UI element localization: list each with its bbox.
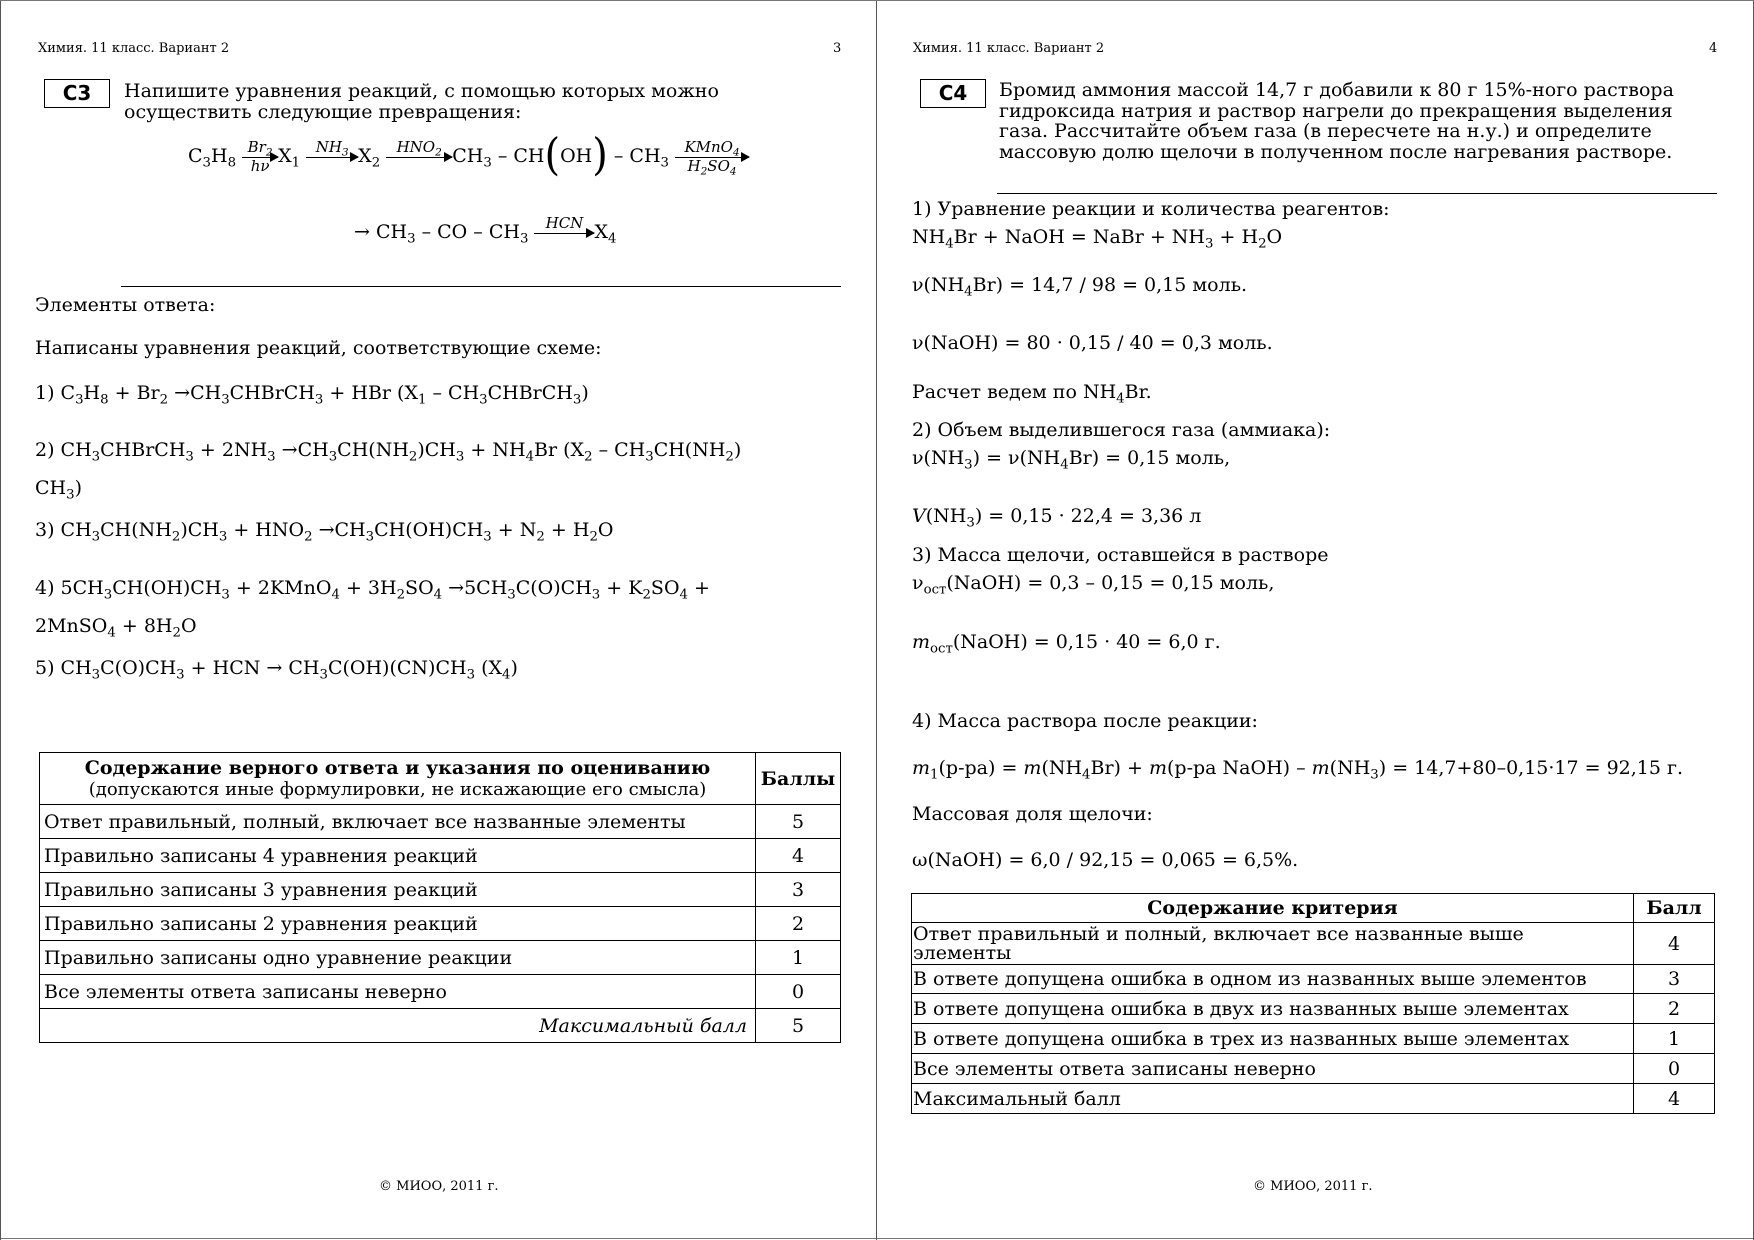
solution-step3-m: $m_{ост}(NaOH) = 0,15 \cdot 40 = 6,0$ г. bbox=[912, 631, 1221, 657]
reaction-2-line1: 2) $CH_3CHBrCH_3 + 2NH_3 \to CH_3CH(NH_2)CH_3 + NH_4Br$ ($X_2 - CH_3CH(NH_2)$ bbox=[35, 439, 742, 465]
table-cell-text: Правильно записаны 2 уравнения реакций bbox=[40, 907, 756, 941]
table-cell-text: Максимальный балл bbox=[912, 1084, 1634, 1114]
table-cell-text: Правильно записаны 3 уравнения реакций bbox=[40, 873, 756, 907]
table-cell-text: Все элементы ответа записаны неверно bbox=[40, 975, 756, 1009]
reaction-scheme-line1 bbox=[188, 129, 749, 180]
question-label: С3 bbox=[44, 79, 110, 108]
table-row bbox=[40, 941, 841, 975]
arrow-nh3: $NH_3$ bbox=[306, 139, 358, 174]
grading-table bbox=[39, 752, 841, 1043]
table-header-row bbox=[912, 894, 1715, 923]
table-row bbox=[912, 965, 1715, 994]
table-row bbox=[40, 805, 841, 839]
table-cell-score: 0 bbox=[1634, 1054, 1715, 1084]
solution-mass-fraction-title: Массовая доля щелочи: bbox=[912, 803, 1153, 825]
solution-step1-calc-basis: Расчет ведем по $NH_4Br$. bbox=[912, 381, 1152, 407]
table-cell-text: Правильно записаны 4 уравнения реакций bbox=[40, 839, 756, 873]
formula-x2: $X_2$ bbox=[358, 144, 381, 171]
question-text bbox=[999, 80, 1715, 162]
table-row-max bbox=[40, 1009, 841, 1043]
reaction-5: 5) $CH_3C(O)CH_3$ + HCN → $CH_3C(OH)(CN)CH_3$ $(X_4)$ bbox=[35, 657, 518, 683]
table-cell-score: 0 bbox=[756, 975, 841, 1009]
table-header-sub: (допускаются иные формулировки, не искажающие его смысла) bbox=[88, 778, 707, 800]
solution-step1-n-naoh: ν(NaOH) = 80 · 0,15 / 40 = 0,3 моль. bbox=[912, 332, 1273, 354]
table-header-main: Содержание критерия bbox=[912, 894, 1634, 923]
page-footer: © МИОО, 2011 г. bbox=[379, 1179, 499, 1194]
table-cell-line: Ответ правильный и полный, включает все названные выше bbox=[913, 922, 1524, 945]
table-header-main: Содержание верного ответа и указания по оцениванию bbox=[84, 756, 711, 779]
formula-isopropanol: $CH_3 - CH(OH) - CH_3$ bbox=[452, 129, 669, 180]
question-label: С4 bbox=[920, 79, 986, 108]
table-row-max bbox=[912, 1084, 1715, 1114]
arrow-kmno4: KMnO$_4$ $H_2SO_4$ bbox=[675, 139, 749, 174]
table-row bbox=[912, 994, 1715, 1024]
page-header: Химия. 11 класс. Вариант 2 bbox=[38, 41, 230, 56]
table-row bbox=[40, 975, 841, 1009]
table-cell-score: 5 bbox=[756, 805, 841, 839]
table-cell-text: В ответе допущена ошибка в двух из названных выше элементах bbox=[912, 994, 1634, 1024]
solution-step1-title: 1) Уравнение реакции и количества реагентов: bbox=[912, 198, 1390, 220]
arrow-br2: $\frac{Br_2}{h\nu}$ bbox=[242, 139, 278, 174]
formula-x4: $X_4$ bbox=[594, 220, 617, 247]
reaction-4-line1: 4) $5CH_3CH(OH)CH_3$ + 2KMnO$_4$ + $3H_2SO_4 \to 5CH_3C(O)CH_3 + K_2SO_4$ + bbox=[35, 577, 710, 603]
table-header-score: Балл bbox=[1634, 894, 1715, 923]
table-cell-score: 2 bbox=[756, 907, 841, 941]
table-cell-score: 1 bbox=[756, 941, 841, 975]
table-cell-text: Правильно записаны одно уравнение реакции bbox=[40, 941, 756, 975]
table-cell-score: 2 bbox=[1634, 994, 1715, 1024]
solution-step1-equation: $NH_4Br$ + NaOH = NaBr + $NH_3 + H_2O$ bbox=[912, 226, 1283, 252]
table-header-row bbox=[40, 753, 841, 805]
table-max-score: 5 bbox=[756, 1009, 841, 1043]
answer-intro: Написаны уравнения реакций, соответствующие схеме: bbox=[35, 337, 602, 359]
reaction-3: 3) $CH_3CH(NH_2)CH_3 + HNO_2 \to CH_3CH(OH)CH_3 + N_2 + H_2O$ bbox=[35, 519, 614, 545]
question-text-line2: осуществить следующие превращения: bbox=[124, 101, 522, 123]
arrow-hno2: $HNO_2$ bbox=[386, 139, 452, 174]
answer-elements-title: Элементы ответа: bbox=[35, 294, 216, 316]
question-line: гидроксида натрия и раствор нагрели до прекращения выделения bbox=[999, 99, 1673, 122]
solution-step4-mass: $m_1(р-ра) = m(NH_4Br) + m(р-ра$ NaOH) – $m(NH_3) = 14,7+80-0,15\cdot 17 = 92,15$ г. bbox=[912, 757, 1684, 783]
divider bbox=[997, 193, 1717, 194]
page-footer: © МИОО, 2011 г. bbox=[1253, 1179, 1373, 1194]
solution-step2-v: $V(NH_3) = 0,15 \cdot 22,4 = 3,36$ л bbox=[912, 505, 1202, 531]
page-header: Химия. 11 класс. Вариант 2 bbox=[913, 41, 1105, 56]
table-header-score: Баллы bbox=[756, 753, 841, 805]
table-row bbox=[912, 923, 1715, 965]
table-cell-score: 4 bbox=[1634, 923, 1715, 965]
reaction-2-line2: $CH_3$) bbox=[35, 477, 82, 503]
reaction-scheme-line2 bbox=[354, 215, 616, 250]
table-cell-text: Все элементы ответа записаны неверно bbox=[912, 1054, 1634, 1084]
page-number: 4 bbox=[1709, 41, 1718, 56]
solution-step3-title: 3) Масса щелочи, оставшейся в растворе bbox=[912, 544, 1329, 566]
table-row bbox=[40, 839, 841, 873]
table-row bbox=[912, 1054, 1715, 1084]
table-row bbox=[912, 1024, 1715, 1054]
question-line: массовую долю щелочи в полученном после нагревания растворе. bbox=[999, 140, 1673, 163]
question-text-line1: Напишите уравнения реакций, с помощью которых можно bbox=[124, 80, 719, 102]
grading-table bbox=[911, 893, 1715, 1114]
table-cell-score: 4 bbox=[756, 839, 841, 873]
table-cell-text bbox=[912, 923, 1634, 965]
solution-step2-title: 2) Объем выделившегося газа (аммиака): bbox=[912, 419, 1331, 441]
table-header-content bbox=[40, 753, 756, 805]
table-cell-score: 3 bbox=[1634, 965, 1715, 994]
table-cell-text: Ответ правильный, полный, включает все названные элементы bbox=[40, 805, 756, 839]
question-line: газа. Рассчитайте объем газа (в пересчете на н.у.) и определите bbox=[999, 120, 1652, 142]
formula-acetone: → $CH_3$ – CO – $CH_3$ bbox=[354, 220, 529, 247]
table-cell-score: 4 bbox=[1634, 1084, 1715, 1114]
table-row bbox=[40, 873, 841, 907]
reaction-1: 1) $C_3H_8 + Br_2$ $\to CH_3CHBrCH_3$ + HBr ($X_1$ – $CH_3CHBrCH_3$) bbox=[35, 382, 589, 408]
formula-c3h8: $C_3H_8$ bbox=[188, 144, 237, 171]
formula-x1: $X_1$ bbox=[278, 144, 301, 171]
arrow-hcn: HCN bbox=[534, 215, 594, 250]
page-left bbox=[0, 1, 877, 1240]
solution-step4-title: 4) Масса раствора после реакции: bbox=[912, 710, 1258, 732]
solution-step1-n-nh4br: $\nu(NH_4Br) = 14,7 / 98 = 0,15$ моль. bbox=[912, 274, 1248, 300]
table-cell-score: 3 bbox=[756, 873, 841, 907]
question-line: Бромид аммония массой 14,7 г добавили к 80 г 15%-ного раствора bbox=[999, 79, 1674, 101]
solution-step2-n: $\nu(NH_3) = \nu(NH_4Br) = 0,15$ моль, bbox=[912, 447, 1231, 473]
table-max-label: Максимальный балл bbox=[40, 1009, 756, 1043]
reaction-5-pre: 2MnSO$_4$ + $8H_2O$ bbox=[35, 615, 197, 641]
table-cell-text: В ответе допущена ошибка в одном из названных выше элементов bbox=[912, 965, 1634, 994]
table-cell-text: В ответе допущена ошибка в трех из названных выше элементах bbox=[912, 1024, 1634, 1054]
solution-mass-fraction: ω(NaOH) = 6,0 / 92,15 = 0,065 = 6,5%. bbox=[912, 849, 1299, 871]
divider bbox=[121, 286, 841, 287]
page-right bbox=[877, 1, 1754, 1240]
table-row bbox=[40, 907, 841, 941]
solution-step3-n: $\nu_{ост}(NaOH) = 0,3 - 0,15 = 0,15$ моль, bbox=[912, 572, 1275, 598]
table-cell-score: 1 bbox=[1634, 1024, 1715, 1054]
page-number: 3 bbox=[833, 41, 842, 56]
table-cell-line: элементы bbox=[913, 941, 1012, 964]
